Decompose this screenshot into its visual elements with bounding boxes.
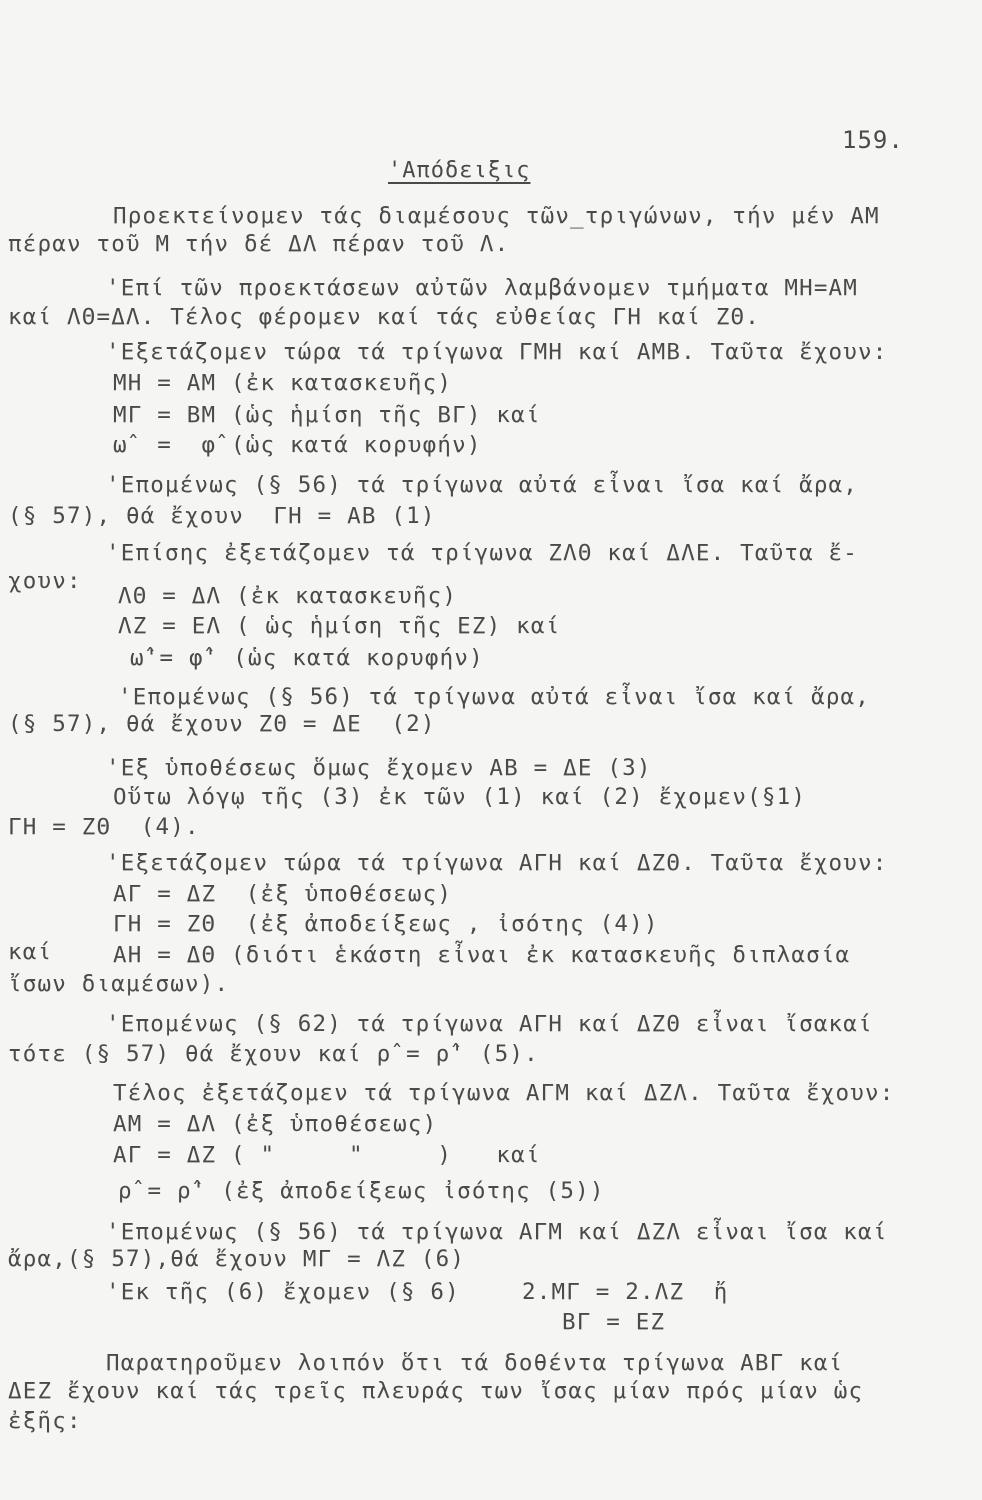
text-line: 'Εξετάζομεν τώρα τά τρίγωνα ΑΓΗ καί ΔΖΘ. Ταῦτα ἔχουν: xyxy=(106,850,888,876)
text-line: καί ΛΘ=ΔΛ. Τέλος φέρομεν καί τάς εὐθείας ΓΗ καί ΖΘ. xyxy=(8,304,761,330)
text-line: ΛΘ = ΔΛ (ἐκ κατασκευῆς) xyxy=(118,583,458,609)
text-line: 'Επίσης ἐξετάζομεν τά τρίγωνα ΖΛΘ καί ΔΛΕ. Ταῦτα ἔ- xyxy=(106,540,859,566)
text-line: 'Επομένως (§ 56) τά τρίγωνα ΑΓΜ καί ΔΖΛ εἶναι ἴσα καί xyxy=(106,1219,888,1245)
text-line: 'Επομένως (§ 62) τά τρίγωνα ΑΓΗ καί ΔΖΘ εἶναι ἴσακαί xyxy=(106,1011,873,1037)
text-line: ρ̂ = ρ̂' (ἐξ ἀποδείξεως ἰσότης (5)) xyxy=(118,1178,605,1204)
text-line: καί xyxy=(8,939,53,965)
text-line: 'Επί τῶν προεκτάσεων αὐτῶν λαμβάνομεν τμήματα ΜΗ=ΑΜ xyxy=(106,275,859,301)
text-line: ΒΓ = ΕΖ xyxy=(562,1309,666,1335)
text-line: 'Εξετάζομεν τώρα τά τρίγωνα ΓΜΗ καί ΑΜΒ. Ταῦτα ἔχουν: xyxy=(106,339,888,365)
text-line: ΓΗ = ΖΘ (4). xyxy=(8,814,200,840)
text-line: ΓΗ = ΖΘ (ἐξ ἀποδείξεως , ἰσότης (4)) xyxy=(113,911,659,937)
text-line: ΜΗ = ΑΜ (ἐκ κατασκευῆς) xyxy=(113,370,453,396)
text-line: 'Επομένως (§ 56) τά τρίγωνα αὐτά εἶναι ἴσα καί ἄρα, xyxy=(118,684,871,710)
text-line: 2.ΜΓ = 2.ΛΖ ἤ xyxy=(522,1279,729,1305)
text-line: ἄρα,(§ 57),θά ἔχουν ΜΓ = ΛΖ (6) xyxy=(8,1246,466,1272)
text-line: 'Εξ ὑποθέσεως ὅμως ἔχομεν ΑΒ = ΔΕ (3) xyxy=(106,755,652,781)
text-line: Παρατηροῦμεν λοιπόν ὅτι τά δοθέντα τρίγωνα ΑΒΓ καί xyxy=(106,1350,844,1376)
text-line: (§ 57), θά ἔχουν ΓΗ = ΑΒ (1) xyxy=(8,503,436,529)
text-line: ω̂'= φ̂' (ὡς κατά κορυφήν) xyxy=(130,645,484,671)
text-line: ΜΓ = ΒΜ (ὡς ἡμίση τῆς ΒΓ) καί xyxy=(113,402,541,428)
page-number: 159. xyxy=(842,126,904,154)
text-line: ἐξῆς: xyxy=(8,1408,82,1434)
text-line: ΑΗ = ΔΘ (διότι ἑκάστη εἶναι ἐκ κατασκευῆς διπλασία xyxy=(113,942,851,968)
text-line: πέραν τοῦ Μ τήν δέ ΔΛ πέραν τοῦ Λ. xyxy=(8,231,510,257)
text-line: ΔΕΖ ἔχουν καί τάς τρεῖς πλευράς των ἴσας μίαν πρός μίαν ὡς xyxy=(8,1378,864,1404)
text-line: ἴσων διαμέσων). xyxy=(8,971,230,997)
text-line: (§ 57), θά ἔχουν ΖΘ = ΔΕ (2) xyxy=(8,711,436,737)
text-line: τότε (§ 57) θά ἔχουν καί ρ̂ = ρ̂' (5). xyxy=(8,1041,539,1067)
text-line: 'Εκ τῆς (6) ἔχομεν (§ 6) xyxy=(106,1279,460,1305)
text-line: ΑΜ = ΔΛ (ἐξ ὑποθέσεως) xyxy=(113,1111,438,1137)
text-line: ω̂ = φ̂ (ὡς κατά κορυφήν) xyxy=(113,432,482,458)
text-line: Τέλος ἐξετάζομεν τά τρίγωνα ΑΓΜ καί ΔΖΛ. Ταῦτα ἔχουν: xyxy=(113,1080,895,1106)
text-line: Προεκτείνομεν τάς διαμέσους τῶν_τριγώνων, τήν μέν ΑΜ xyxy=(113,203,880,229)
section-heading: 'Απόδειξις xyxy=(388,158,531,183)
text-line: ΛΖ = ΕΛ ( ὡς ἡμίση τῆς ΕΖ) καί xyxy=(118,613,561,639)
text-line: χουν: xyxy=(8,568,82,594)
text-line: Οὕτω λόγῳ τῆς (3) ἐκ τῶν (1) καί (2) ἔχομεν(§1) xyxy=(113,784,807,810)
text-line: ΑΓ = ΔΖ (ἐξ ὑποθέσεως) xyxy=(113,881,453,907)
text-line: 'Επομένως (§ 56) τά τρίγωνα αὐτά εἶναι ἴσα καί ἄρα, xyxy=(106,472,859,498)
text-line: ΑΓ = ΔΖ ( " " ) καί xyxy=(113,1142,541,1168)
